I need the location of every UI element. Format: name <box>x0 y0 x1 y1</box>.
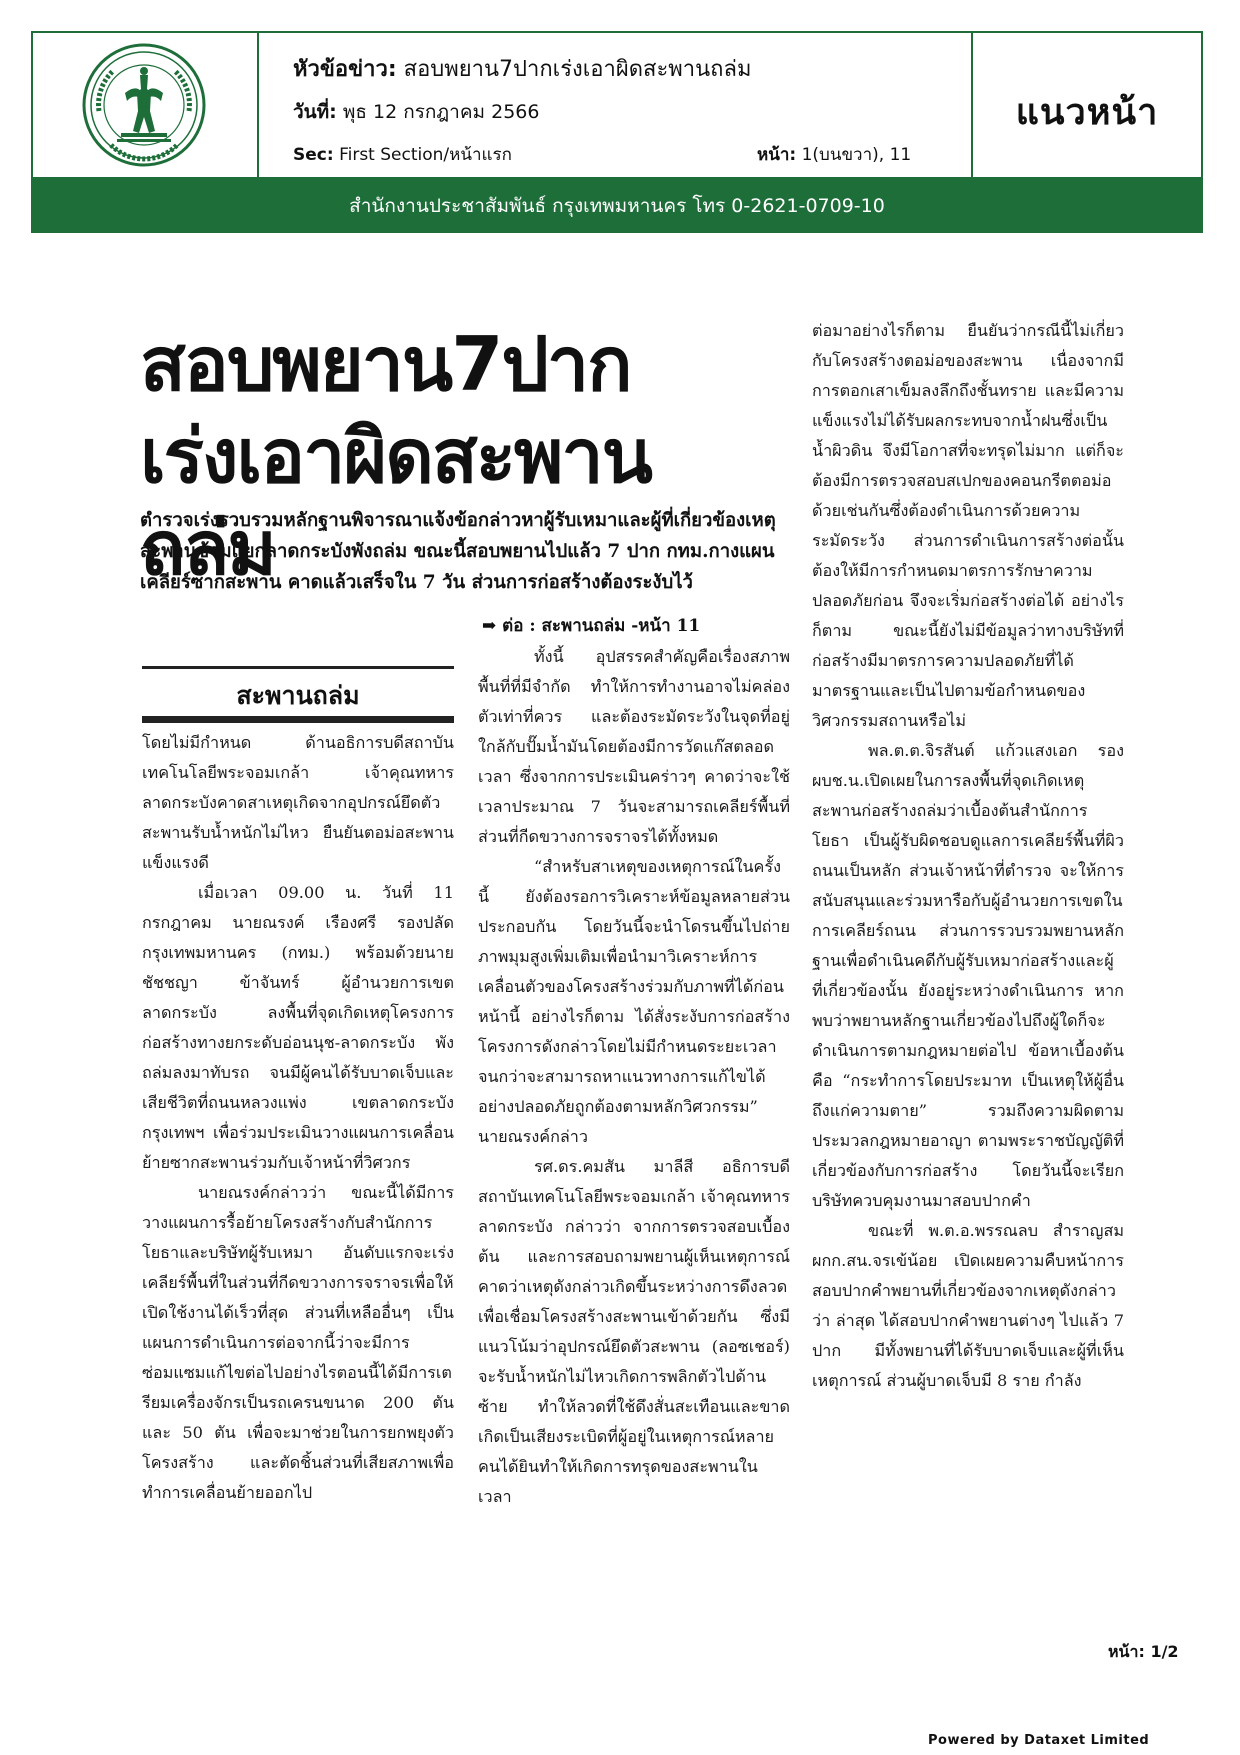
page-label: หน้า: <box>757 145 797 165</box>
paragraph: ต่อมาอย่างไรก็ตาม ยืนยันว่ากรณีนี้ไม่เกี่ยวกับโครงสร้างตอม่อของสะพาน เนื่องจากมีการตอกเสาเข็มลงลึกถึงชั้นทราย และมีความแข็งแรงไม่ได้รับผลกระทบจากน้ำฝนซึ่งเป็นน้ำผิวดิน จึงมีโอกาสที่จะทรุดไม่มาก แต่ก็จะต้องมีการตรวจสอบสเปกของคอนกรีตตอม่อด้วยเช่นกันซึ่งต้องดำเนินการด้วยความระมัดระวัง ส่วนการดำเนินการสร้างต่อนั้นต้องให้มีการกำหนดมาตรการรักษาความปลอดภัยก่อน จึงจะเริ่มก่อสร้างต่อได้ อย่างไรก็ตาม ขณะนี้ยังไม่มีข้อมูลว่าทางบริษัทที่ก่อสร้างมีมาตรการความปลอดภัยที่ได้มาตรฐานและเป็นไปตามข้อกำหนดของวิศวกรรมสถานหรือไม่ <box>812 321 1124 730</box>
page-indicator: หน้า: 1/2 <box>1108 1642 1179 1661</box>
headline-label: หัวข้อข่าว: <box>293 57 397 82</box>
paragraph: พล.ต.ต.จิรสันต์ แก้วแสงเอก รองผบช.น.เปิดเผยในการลงพื้นที่จุดเกิดเหตุสะพานก่อสร้างถล่มว่าเบื้องต้นสำนักการโยธา เป็นผู้รับผิดชอบดูแลการเคลียร์พื้นที่ผิวถนนเป็นหลัก ส่วนเจ้าหน้าที่ตำรวจ จะให้การสนับสนุนและร่วมหารือกับผู้อำนวยการเขตในการเคลียร์ถนน ส่วนการรวบรวมพยานหลักฐานเพื่อดำเนินคดีกับผู้รับเหมาก่อสร้างและผู้ที่เกี่ยวข้องนั้น ยังอยู่ระหว่างดำเนินการ หากพบว่าพยานหลักฐานเกี่ยวข้องไปถึงผู้ใดก็จะดำเนินการตามกฎหมายต่อไป ข้อหาเบื้องต้นคือ “กระทำการโดยประมาท เป็นเหตุให้ผู้อื่นถึงแก่ความตาย” รวมถึงความผิดตามประมวลกฎหมายอาญา ตามพระราชบัญญัติที่เกี่ยวข้องกับการก่อสร้าง โดยวันนี้จะเรียกบริษัทควบคุมงานมาสอบปากคำ <box>812 741 1124 1210</box>
paragraph: เมื่อเวลา 09.00 น. วันที่ 11 กรกฎาคม นายณรงค์ เรืองศรี รองปลัดกรุงเทพมหานคร (กทม.) พร้อมด้วยนายชัชชญา ข้าจันทร์ ผู้อำนวยการเขตลาดกระบัง ลงพื้นที่จุดเกิดเหตุโครงการก่อสร้างทางยกระดับอ่อนนุช-ลาดกระบัง พังถล่มลงมาทับรถ จนมีผู้คนได้รับบาดเจ็บและเสียชีวิตที่ถนนหลวงแพ่ง เขตลาดกระบัง กรุงเทพฯ เพื่อร่วมประเมินวางแผนการเคลื่อนย้ายซากสะพานร่วมกับเจ้าหน้าที่วิศวกร <box>142 883 454 1172</box>
article-subhead: สะพานถล่ม <box>236 681 360 710</box>
paragraph: ขณะที่ พ.ต.อ.พรรณลบ สำราญสม ผกก.สน.จรเข้น้อย เปิดเผยความคืบหน้าการสอบปากคำพยานที่เกี่ยวข้องจากเหตุดังกล่าวว่า ล่าสุด ได้สอบปากคำพยานต่างๆ ไปแล้ว 7 ปาก มีทั้งพยานที่ได้รับบาดเจ็บและผู้ที่เห็นเหตุการณ์ ส่วนผู้บาดเจ็บมี 8 ราย กำลัง <box>812 1221 1124 1390</box>
paragraph: “สำหรับสาเหตุของเหตุการณ์ในครั้งนี้ ยังต้องรอการวิเคราะห์ข้อมูลหลายส่วนประกอบกัน โดยวันนี้จะนำโดรนขึ้นไปถ่ายภาพมุมสูงเพิ่มเติมเพื่อนำมาวิเคราะห์การเคลื่อนตัวของโครงสร้างร่วมกับภาพที่ได้ก่อนหน้านี้ อย่างไรก็ตาม ได้สั่งระงับการก่อสร้างโครงการดังกล่าวโดยไม่มีกำหนดระยะเวลา จนกว่าจะสามารถหาแนวทางการแก้ไขได้อย่างปลอดภัยถูกต้องตามหลักวิศวกรรม” นายณรงค์กล่าว <box>478 857 790 1146</box>
headline-line-2: เร่งเอาผิดสะพานถล่ม <box>140 412 651 592</box>
subhead-rule-bottom <box>142 716 454 723</box>
paragraph: นายณรงค์กล่าวว่า ขณะนี้ได้มีการวางแผนการรื้อย้ายโครงสร้างกับสำนักการโยธาและบริษัทผู้รับเหมา อันดับแรกจะเร่งเคลียร์พื้นที่ในส่วนที่กีดขวางการจราจรเพื่อให้เปิดใช้งานได้เร็วที่สุด ส่วนที่เหลืออื่นๆ เป็นแผนการดำเนินการต่อจากนี้ว่าจะมีการซ่อมแซมแก้ไขต่อไปอย่างไรตอนนี้ได้มีการเตรียมเครื่องจักรเป็นรถเครนขนาด 200 ตัน และ 50 ตัน เพื่อจะมาช่วยในการยกพยุงตัวโครงสร้าง และตัดชิ้นส่วนที่เสียสภาพเพื่อทำการเคลื่อนย้ายออกไป <box>142 1183 454 1502</box>
section-row <box>293 141 512 168</box>
date-label: วันที่: <box>293 101 337 123</box>
section-value: First Section/หน้าแรก <box>339 145 512 165</box>
contact-band: สำนักงานประชาสัมพันธ์ กรุงเทพมหานคร โทร 0-2621-0709-10 <box>31 179 1203 233</box>
paragraph: รศ.ดร.คมสัน มาลีสี อธิการบดีสถาบันเทคโนโลยีพระจอมเกล้า เจ้าคุณทหารลาดกระบัง กล่าวว่า จากการตรวจสอบเบื้องต้น และการสอบถามพยานผู้เห็นเหตุการณ์คาดว่าเหตุดังกล่าวเกิดขึ้นระหว่างการดึงลวดเพื่อเชื่อมโครงสร้างสะพานเข้าด้วยกัน ซึ่งมีแนวโน้มว่าอุปกรณ์ยึดตัวสะพาน (ลอซเชอร์) จะรับน้ำหนักไม่ไหวเกิดการพลิกตัวไปด้านซ้าย ทำให้ลวดที่ใช้ดึงสั่นสะเทือนและขาด เกิดเป็นเสียงระเบิดที่ผู้อยู่ในเหตุการณ์หลายคนได้ยินทำให้เกิดการทรุดของสะพานในเวลา <box>478 1157 790 1506</box>
headline-line-1: สอบพยาน7ปาก <box>140 320 631 408</box>
newspaper-cell <box>971 33 1201 177</box>
newspaper-name: แนวหน้า <box>1015 92 1159 133</box>
paragraph: โดยไม่มีกำหนด ด้านอธิการบดีสถาบันเทคโนโลยีพระจอมเกล้า เจ้าคุณทหารลาดกระบังคาดสาเหตุเกิดจากอุปกรณ์ยึดตัวสะพานรับน้ำหนักไม่ไหว ยืนยันตอม่อสะพานแข็งแรงดี <box>142 733 454 872</box>
headline-value: สอบพยาน7ปากเร่งเอาผิดสะพานถล่ม <box>403 57 752 82</box>
article-lead: ตำรวจเร่งรวบรวมหลักฐานพิจารณาแจ้งข้อกล่าวหาผู้รับเหมาและผู้ที่เกี่ยวข้องเหตุสะพานข้ามแยกลาดกระบังพังถล่ม ขณะนี้สอบพยานไปแล้ว 7 ปาก กทม.กางแผนเคลียร์ซากสะพาน คาดแล้วเสร็จใน 7 วัน ส่วนการก่อสร้างต้องระงับไว้ <box>140 510 776 593</box>
article-column-1 <box>142 728 454 1508</box>
date-row <box>293 97 539 127</box>
article-column-2 <box>478 642 790 1512</box>
section-label: Sec: <box>293 145 334 165</box>
paragraph: ทั้งนี้ อุปสรรคสำคัญคือเรื่องสภาพพื้นที่ที่มีจำกัด ทำให้การทำงานอาจไม่คล่องตัวเท่าที่ควร และต้องระมัดระวังในจุดที่อยู่ใกล้กับปั๊มน้ำมันโดยต้องมีการวัดแก๊สตลอดเวลา ซึ่งจากการประเมินคร่าวๆ คาดว่าจะใช้เวลาประมาณ 7 วันจะสามารถเคลียร์พื้นที่ส่วนที่กีดขวางการจราจรได้ทั้งหมด <box>478 647 790 846</box>
powered-by: Powered by Dataxet Limited <box>928 1733 1150 1748</box>
article-column-3 <box>812 316 1124 1396</box>
logo-cell <box>33 33 259 177</box>
bangkok-city-seal-icon <box>77 41 211 169</box>
clipping-header <box>31 31 1203 179</box>
page-value: 1(บนขวา), 11 <box>801 145 912 165</box>
subhead-rule-top <box>142 666 454 669</box>
clipping-meta <box>293 33 993 177</box>
page-row <box>757 141 911 168</box>
continue-reference: ➡ ต่อ : สะพานถล่ม -หน้า 11 <box>482 616 701 636</box>
date-value: พุธ 12 กรกฎาคม 2566 <box>342 101 540 123</box>
headline-row <box>293 51 751 86</box>
